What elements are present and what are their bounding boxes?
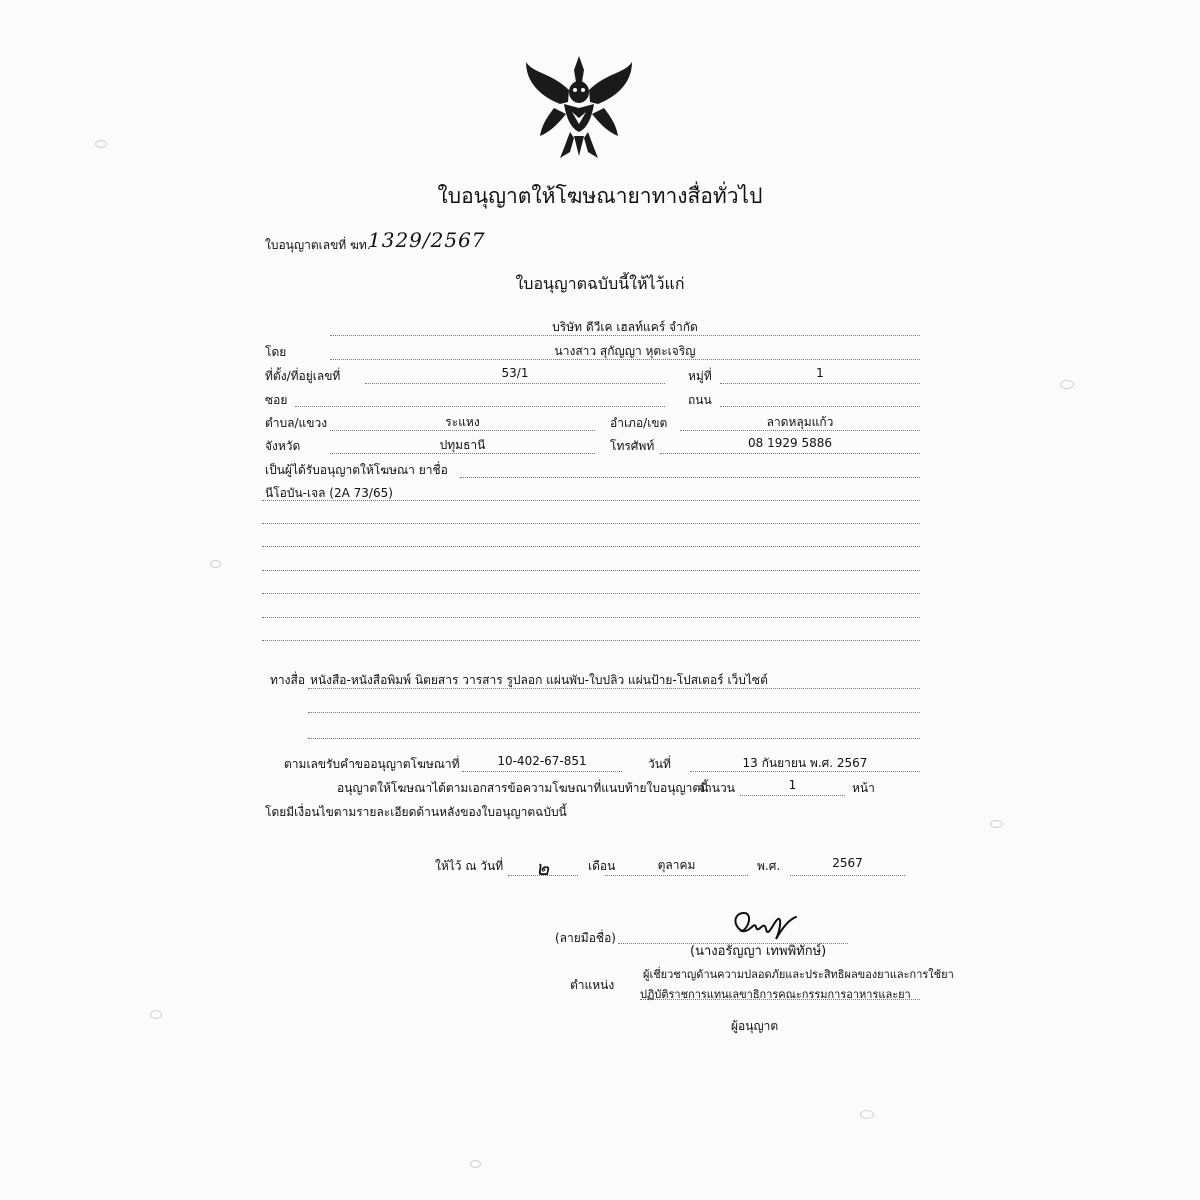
company-name: บริษัท ดีวีเค เฮลท์แคร์ จำกัด bbox=[552, 320, 698, 334]
page-count-value: 1 bbox=[788, 778, 797, 792]
dotted-line bbox=[605, 875, 748, 876]
request-date-value: 13 กันยายน พ.ศ. 2567 bbox=[742, 756, 868, 770]
soi-label: ซอย bbox=[265, 393, 288, 407]
dotted-line bbox=[262, 640, 920, 641]
dotted-line bbox=[295, 406, 665, 407]
media-label: ทางสื่อ bbox=[270, 673, 306, 687]
paper-fiber bbox=[95, 140, 107, 148]
dotted-line bbox=[740, 795, 845, 796]
issue-year-label: พ.ศ. bbox=[757, 859, 781, 873]
dotted-line bbox=[720, 383, 920, 384]
dotted-line bbox=[365, 383, 665, 384]
dotted-line bbox=[262, 570, 920, 571]
dotted-line bbox=[308, 712, 920, 713]
dotted-line bbox=[680, 430, 920, 431]
province-value: ปทุมธานี bbox=[439, 438, 486, 452]
dotted-line bbox=[508, 875, 578, 876]
district-label: อำเภอ/เขต bbox=[610, 416, 668, 430]
conditions-text: โดยมีเงื่อนไขตามรายละเอียดด้านหลังของใบอนุญาตฉบับนี้ bbox=[265, 805, 567, 819]
document-title: ใบอนุญาตให้โฆษณายาทางสื่อทั่วไป bbox=[437, 184, 763, 208]
signer-name: (นางอรัญญา เทพพิทักษ์) bbox=[690, 944, 827, 959]
province-label: จังหวัด bbox=[265, 439, 301, 453]
drug-label: เป็นผู้ได้รับอนุญาตให้โฆษณา ยาชื่อ bbox=[265, 463, 448, 477]
dotted-line bbox=[308, 688, 920, 689]
dotted-line bbox=[330, 430, 595, 431]
road-label: ถนน bbox=[688, 393, 712, 407]
moo-value: 1 bbox=[816, 366, 824, 380]
dotted-line bbox=[262, 593, 920, 594]
dotted-line bbox=[640, 999, 920, 1000]
dotted-line bbox=[790, 875, 905, 876]
position-label: ตำแหน่ง bbox=[570, 978, 615, 992]
paper-fiber bbox=[860, 1110, 874, 1119]
issue-day-handwritten: ๒ bbox=[535, 856, 551, 880]
dotted-line bbox=[690, 771, 920, 772]
request-label: ตามเลขรับคำขออนุญาตโฆษณาที่ bbox=[284, 757, 460, 771]
paper-fiber bbox=[470, 1160, 481, 1168]
address-label: ที่ตั้ง/ที่อยู่เลขที่ bbox=[265, 369, 341, 383]
issue-month-value: ตุลาคม bbox=[657, 858, 696, 872]
issue-month-label: เดือน bbox=[588, 859, 616, 873]
garuda-emblem-icon bbox=[520, 52, 638, 162]
dotted-line bbox=[262, 523, 920, 524]
drug-name: นีโอบัน-เจล (2A 73/65) bbox=[265, 486, 393, 500]
dotted-line bbox=[462, 771, 622, 772]
request-number: 10-402-67-851 bbox=[497, 754, 587, 768]
address-value: 53/1 bbox=[501, 366, 529, 380]
sign-label: (ลายมือชื่อ) bbox=[555, 931, 616, 945]
dotted-line bbox=[262, 617, 920, 618]
position-line-1: ผู้เชี่ยวชาญด้านความปลอดภัยและประสิทธิผลของยาและการใช้ยา bbox=[643, 968, 954, 981]
dotted-line bbox=[308, 738, 920, 739]
authorizer-title: ผู้อนุญาต bbox=[731, 1019, 779, 1033]
dotted-line bbox=[720, 406, 920, 407]
position-line-2: ปฏิบัติราชการแทนเลขาธิการคณะกรรมการอาหารและยา bbox=[640, 988, 911, 1001]
district-value: ลาดหลุมแก้ว bbox=[766, 415, 834, 429]
page-unit: หน้า bbox=[852, 781, 875, 795]
dotted-line bbox=[460, 477, 920, 478]
granted-to-heading: ใบอนุญาตฉบับนี้ให้ไว้แก่ bbox=[515, 274, 685, 293]
subdistrict-value: ระแหง bbox=[445, 415, 480, 429]
license-number-handwritten: 1329/2567 bbox=[368, 228, 486, 252]
paper-fiber bbox=[1060, 380, 1074, 389]
subdistrict-label: ตำบล/แขวง bbox=[265, 416, 328, 430]
page-count-label: จำนวน bbox=[698, 781, 735, 795]
dotted-line bbox=[660, 453, 920, 454]
issue-given-label: ให้ไว้ ณ วันที่ bbox=[435, 859, 504, 873]
dotted-line bbox=[330, 335, 920, 336]
moo-label: หมู่ที่ bbox=[688, 369, 712, 383]
paper-fiber bbox=[990, 820, 1003, 828]
issue-year-value: 2567 bbox=[832, 856, 863, 870]
by-value: นางสาว สุกัญญา หุตะเจริญ bbox=[554, 344, 696, 358]
attach-text: อนุญาตให้โฆษณาได้ตามเอกสารข้อความโฆษณาที่แนบท้ายใบอนุญาตนี้ bbox=[337, 781, 709, 795]
phone-value: 08 1929 5886 bbox=[748, 436, 832, 450]
phone-label: โทรศัพท์ bbox=[610, 439, 655, 453]
by-label: โดย bbox=[265, 345, 287, 359]
dotted-line bbox=[262, 546, 920, 547]
license-number-label: ใบอนุญาตเลขที่ ฆท. bbox=[265, 238, 371, 252]
media-value: หนังสือ-หนังสือพิมพ์ นิตยสาร วารสาร รูปลอก แผ่นพับ-ใบปลิว แผ่นป้าย-โปสเตอร์ เว็บไซต์ bbox=[310, 673, 768, 687]
dotted-line bbox=[330, 359, 920, 360]
dotted-line bbox=[330, 453, 595, 454]
request-date-label: วันที่ bbox=[648, 757, 671, 771]
paper-fiber bbox=[210, 560, 221, 568]
paper-fiber bbox=[150, 1010, 162, 1019]
dotted-line bbox=[262, 500, 920, 501]
